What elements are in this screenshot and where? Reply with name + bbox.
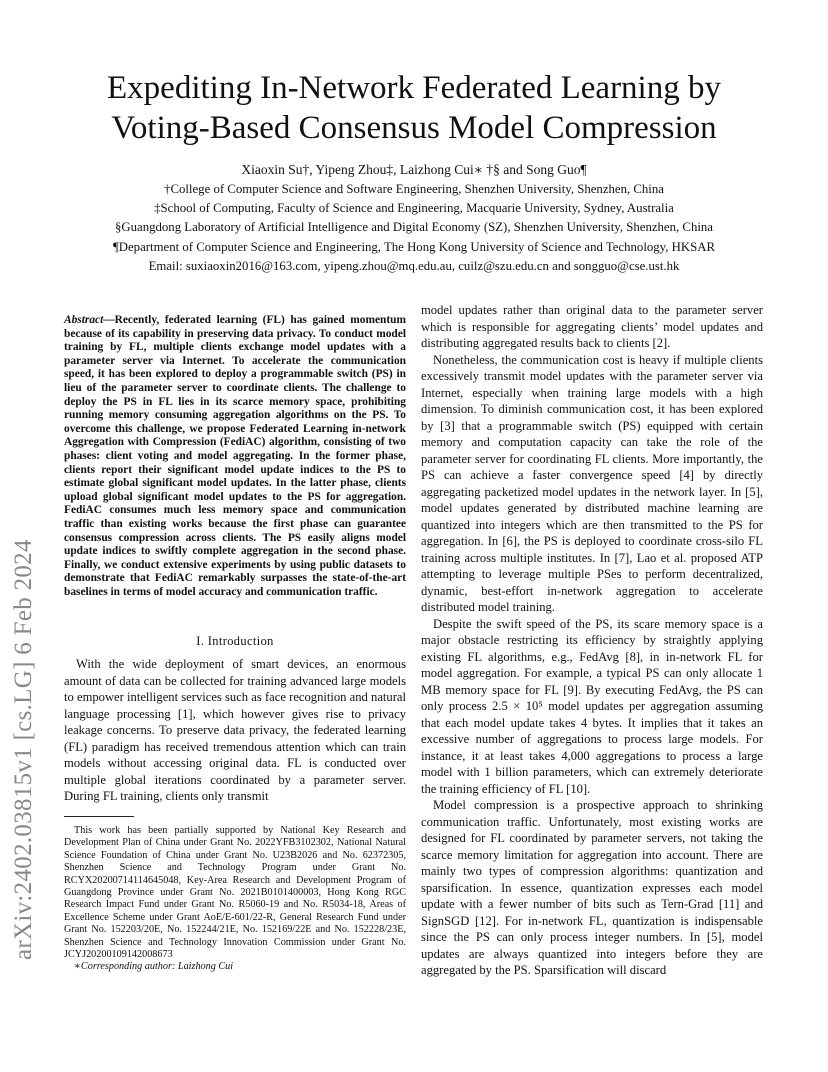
right-paragraph-4: Model compression is a prospective approach to shrinking communication traffic. Unfortunately, most existing works are designed for FL coordinated by parameter servers, not taking the scarce memory limitation for aggregation into account. There are mainly two types of compression algorithms: quantization and sparsification. In essence, quantization expresses each model update with a fewer number of bits such as Tern-Grad [11] and SignSGD [12]. For in-network FL, quantization is indispensable since the PS can only process integer numbers. In [5], model updates are always quantized into integers before they are aggregated by the PS. Sparsification will discard <box>421 798 763 977</box>
right-paragraph-3: Despite the swift speed of the PS, its scare memory space is a major obstacle restricting its efficiency by straightly applying existing FL algorithms, e.g., FedAvg [8], in in-network FL for model aggregation. For example, a typical PS can only allocate 1 MB memory space for FL [9]. By executing FedAvg, the PS can only process 2.5 × 10⁵ model updates per aggregation assuming that each model update takes 4 bytes. It implies that it takes an excessive number of aggregations to process large models. For instance, it at least takes 4,000 aggregations to process a large model with 1 billion parameters, which can extremely deteriorate the training efficiency of FL [10]. <box>421 616 763 796</box>
right-paragraph-1: model updates rather than original data to the parameter server which is responsible for aggregating clients’ model updates and distributing aggregated results back to clients [2]. <box>421 303 763 350</box>
author-list: Xiaoxin Su†, Yipeng Zhou‡, Laizhong Cui∗ †§ and Song Guo¶ <box>241 162 587 177</box>
affiliation-1: †College of Computer Science and Software Engineering, Shenzhen University, Shenzhen, China <box>164 182 664 196</box>
affiliation-3: §Guangdong Laboratory of Artificial Intelligence and Digital Economy (SZ), Shenzhen University, Shenzhen, China <box>115 220 713 235</box>
intro-paragraph-1: With the wide deployment of smart devices, an enormous amount of data can be collected for training advanced large models to empower intelligent services such as face recognition and natural language processing [1], which however gives rise to privacy leakage concerns. To preserve data privacy, the federated learning (FL) paradigm has received tremendous attention which can train models without accessing original data. FL is conducted over multiple global iterations coordinated by a parameter server. During FL training, clients only transmit <box>64 657 406 803</box>
abstract-label: Abstract <box>64 314 104 326</box>
abstract <box>64 314 406 599</box>
right-paragraph-2: Nonetheless, the communication cost is heavy if multiple clients excessively transmit model updates with the parameter server via Internet, especially when training large models with a high dimension. To diminish communication cost, it has been explored by [3] that a programmable switch (PS) equipped with certain memory and computation capacity can take the role of the parameter server for coordinating FL clients. More importantly, the PS can achieve a faster convergence speed [4] by directly aggregating packetized model updates in the network layer. In [5], model updates generated by distributed machine learning are quantized into integers which are then transmitted to the PS for aggregation. In [6], the PS is deployed to coordinate cross-silo FL training across multiple institutes. In [7], Lao et al. proposed ATP attempting to leverage multiple PSes to perform decentralized, dynamic, best-effort in-network aggregation to accelerate distributed model training. <box>421 352 763 614</box>
affiliations <box>40 180 788 276</box>
right-column <box>421 302 763 979</box>
abstract-text: —Recently, federated learning (FL) has gained momentum because of its capability in preserving data privacy. To conduct model training by FL, multiple clients exchange model updates with a parameter server via Internet. To accelerate the communication speed, it has been explored to deploy a programmable switch (PS) in lieu of the parameter server to coordinate clients. The challenge to deploy the PS in FL lies in its scarce memory space, prohibiting running memory consuming aggregation algorithms on the PS. To overcome this challenge, we propose Federated Learning in-network Aggregation with Compression (FediAC) algorithm, consisting of two phases: client voting and model aggregating. In the former phase, clients report their significant model update indices to the PS to estimate global significant model updates. In the latter phase, clients upload global significant model updates to the PS for aggregation. FediAC consumes much less memory space and communication traffic than existing works because the first phase can guarantee consensus compression across clients. The PS easily aligns model update indices to swiftly complete aggregation in the second phase. Finally, we conduct extensive experiments by using public datasets to demonstrate that FediAC remarkably surpasses the state-of-the-art baselines in terms of model accuracy and communication traffic. <box>64 314 406 598</box>
paper-title: Expediting In-Network Federated Learning by Voting-Based Consensus Model Compression <box>107 70 721 146</box>
author-emails: Email: suxiaoxin2016@163.com, yipeng.zhou@mq.edu.au, cuilz@szu.edu.cn and songguo@cse.ust.hk <box>148 258 680 273</box>
funding-note: This work has been partially supported by National Key Research and Development Plan of China under Grant No. 2022YFB3102302, National Natural Science Foundation of China under Grant No. U23B2026 and No. 62372305, Shenzhen Science and Technology Program under Grant No. RCYX20200714114645048, Key-Area Research and Development Program of Guangdong Province under Grant No. 2021B0101400003, Hong Kong RGC Research Impact Fund under Grant No. R5060-19 and No. R5034-18, Areas of Excellence Scheme under Grant AoE/E-601/22-R, General Research Fund under Grant No. 152203/20E, No. 152244/21E, No. 152169/22E and No. 152228/23E, Shenzhen Science and Technology Innovation Commission under Grant No. JCYJ20200109142008673 <box>64 825 406 961</box>
section-heading-introduction: I. Introduction <box>196 634 274 648</box>
intro-left-column <box>64 656 406 805</box>
footnote-rule <box>64 816 134 817</box>
arxiv-stamp: arXiv:2402.03815v1 [cs.LG] 6 Feb 2024 <box>10 539 37 960</box>
corresponding-author-note: ∗Corresponding author: Laizhong Cui <box>74 961 234 973</box>
footnote <box>64 825 406 974</box>
affiliation-2: ‡School of Computing, Faculty of Science and Engineering, Macquarie University, Sydney, Australia <box>154 201 674 216</box>
affiliation-4: ¶Department of Computer Science and Engineering, The Hong Kong University of Science and Technology, HKSAR <box>112 239 716 254</box>
